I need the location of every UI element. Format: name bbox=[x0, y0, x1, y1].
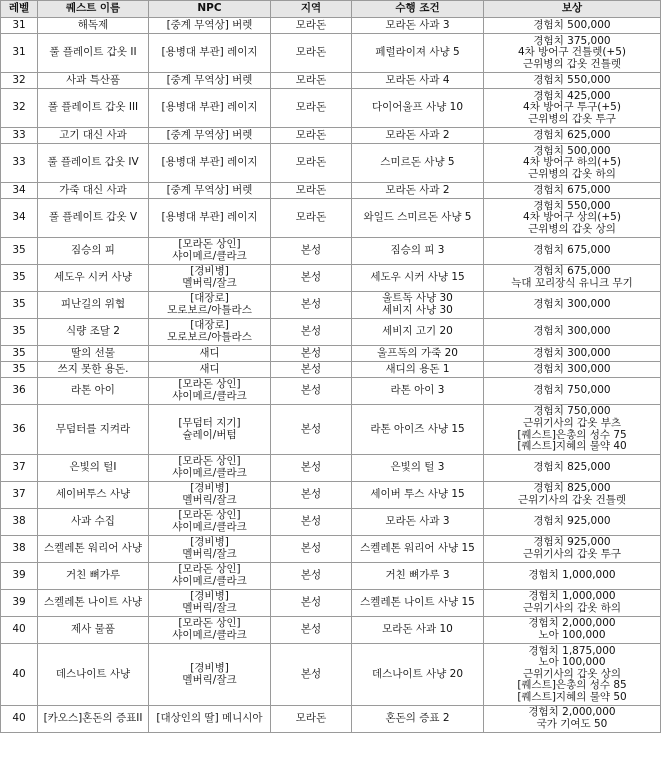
cell-reward-line: 경험치 300,000 bbox=[533, 346, 611, 359]
cell-npc-line: 슐레이/버텀 bbox=[182, 428, 237, 441]
cell-region: 본성 bbox=[271, 405, 352, 455]
cell-npc bbox=[149, 644, 271, 706]
cell-npc-line: [모라돈 상인] bbox=[178, 563, 241, 576]
cell-reward bbox=[484, 34, 661, 73]
cell-reward-line: 경험치 300,000 bbox=[533, 325, 611, 338]
cell-condition bbox=[352, 89, 484, 128]
cell-reward-line: 경험치 675,000 bbox=[533, 183, 611, 196]
cell-level: 37 bbox=[1, 455, 38, 482]
cell-quest-name: 무덤터를 지켜라 bbox=[38, 405, 149, 455]
table-row bbox=[1, 18, 661, 34]
cell-region: 본성 bbox=[271, 644, 352, 706]
cell-reward bbox=[484, 362, 661, 378]
cell-region: 모라돈 bbox=[271, 73, 352, 89]
cell-condition bbox=[352, 183, 484, 199]
cell-condition-line: 데스나이트 사냥 20 bbox=[371, 667, 464, 680]
cell-condition-line: 라톤 아이 3 bbox=[390, 384, 445, 397]
cell-npc bbox=[149, 89, 271, 128]
cell-npc-line: [경비병] bbox=[190, 536, 229, 549]
cell-reward bbox=[484, 89, 661, 128]
cell-level: 39 bbox=[1, 590, 38, 617]
cell-reward-line: 경험치 300,000 bbox=[533, 362, 611, 375]
cell-level: 38 bbox=[1, 536, 38, 563]
cell-reward-line: 근위기사의 갑옷 건틀렛 bbox=[517, 494, 627, 506]
cell-region: 모라돈 bbox=[271, 128, 352, 144]
cell-reward-line: 경험치 1,875,000 bbox=[528, 644, 616, 657]
cell-npc bbox=[149, 73, 271, 89]
cell-region: 모라돈 bbox=[271, 18, 352, 34]
cell-quest-name: 쓰지 못한 용돈. bbox=[38, 362, 149, 378]
cell-reward-line: 경험치 625,000 bbox=[533, 128, 611, 141]
cell-npc-line: [중계 무역상] 버렛 bbox=[166, 128, 253, 141]
cell-condition bbox=[352, 34, 484, 73]
cell-condition bbox=[352, 18, 484, 34]
cell-region: 본성 bbox=[271, 265, 352, 292]
cell-reward-line: 경험치 2,000,000 bbox=[528, 706, 616, 719]
cell-condition-line: 와일드 스미르돈 사냥 5 bbox=[363, 211, 472, 224]
cell-reward-line: [퀘스트]은총의 성수 85 bbox=[517, 679, 627, 692]
cell-region: 본성 bbox=[271, 482, 352, 509]
cell-quest-name: 풀 플레이트 갑옷 III bbox=[38, 89, 149, 128]
table-row bbox=[1, 482, 661, 509]
cell-reward-line: 경험치 375,000 bbox=[533, 34, 611, 47]
cell-quest-name: 은빛의 털I bbox=[38, 455, 149, 482]
cell-condition bbox=[352, 706, 484, 733]
cell-condition bbox=[352, 644, 484, 706]
cell-npc bbox=[149, 362, 271, 378]
cell-reward-line: 근위병의 갑옷 건틀렛 bbox=[523, 57, 621, 70]
cell-reward bbox=[484, 292, 661, 319]
cell-quest-name: 풀 플레이트 갑옷 V bbox=[38, 199, 149, 238]
cell-quest-name: 해독제 bbox=[38, 18, 149, 34]
cell-npc bbox=[149, 34, 271, 73]
table-row bbox=[1, 590, 661, 617]
cell-region: 본성 bbox=[271, 319, 352, 346]
cell-condition-line: 울프독의 가죽 20 bbox=[377, 346, 458, 359]
cell-npc-line: 멜버릭/잘크 bbox=[182, 277, 237, 289]
cell-npc bbox=[149, 346, 271, 362]
cell-region: 모라돈 bbox=[271, 199, 352, 238]
cell-npc-line: 새디 bbox=[199, 362, 220, 375]
cell-npc bbox=[149, 536, 271, 563]
cell-reward bbox=[484, 536, 661, 563]
cell-npc-line: 샤이메르/클라크 bbox=[172, 575, 247, 587]
cell-quest-name: 사과 수집 bbox=[38, 509, 149, 536]
cell-condition bbox=[352, 617, 484, 644]
cell-quest-name: 고기 대신 사과 bbox=[38, 128, 149, 144]
cell-npc-line: 모로보르/아틀라스 bbox=[167, 304, 252, 316]
cell-level: 38 bbox=[1, 509, 38, 536]
cell-quest-name: 가죽 대신 사과 bbox=[38, 183, 149, 199]
cell-reward-line: 4차 방어구 하의(+5) bbox=[523, 156, 621, 169]
cell-condition-line: 세비지 고기 20 bbox=[382, 325, 453, 338]
cell-condition-line: 새디의 용돈 1 bbox=[385, 362, 450, 375]
cell-reward-line: 근위기사의 갑옷 부츠 bbox=[523, 416, 621, 429]
cell-npc bbox=[149, 238, 271, 265]
cell-reward-line: [퀘스트]은총의 성수 75 bbox=[517, 428, 627, 441]
cell-quest-name: 짐승의 피 bbox=[38, 238, 149, 265]
table-row bbox=[1, 405, 661, 455]
cell-reward-line: 노아 100,000 bbox=[538, 656, 606, 669]
cell-npc-line: [경비병] bbox=[190, 661, 229, 674]
quest-table-body bbox=[1, 18, 661, 733]
cell-npc-line: [모라돈 상인] bbox=[178, 378, 241, 391]
cell-npc bbox=[149, 617, 271, 644]
table-row bbox=[1, 563, 661, 590]
header-condition: 수행 조건 bbox=[352, 1, 484, 18]
cell-reward-line: 경험치 750,000 bbox=[533, 384, 611, 397]
cell-condition bbox=[352, 346, 484, 362]
cell-condition-line: 스켈레톤 워리어 사냥 15 bbox=[360, 542, 475, 555]
cell-condition bbox=[352, 73, 484, 89]
cell-reward bbox=[484, 455, 661, 482]
cell-condition-line: 모라돈 사과 4 bbox=[385, 73, 450, 86]
cell-reward-line: [퀘스트]지혜의 물약 50 bbox=[517, 690, 627, 703]
cell-npc-line: [중계 무역상] 버렛 bbox=[166, 73, 253, 86]
cell-reward bbox=[484, 238, 661, 265]
cell-quest-name: 풀 플레이트 갑옷 II bbox=[38, 34, 149, 73]
table-row bbox=[1, 455, 661, 482]
cell-npc-line: 샤이메르/클라크 bbox=[172, 629, 247, 641]
cell-reward-line: 경험치 1,000,000 bbox=[528, 590, 616, 603]
cell-npc-line: 샤이메르/클라크 bbox=[172, 250, 247, 262]
cell-npc bbox=[149, 199, 271, 238]
table-row bbox=[1, 73, 661, 89]
cell-reward-line: 4차 방어구 투구(+5) bbox=[523, 101, 621, 114]
cell-reward-line: 경험치 500,000 bbox=[533, 144, 611, 157]
cell-reward bbox=[484, 199, 661, 238]
cell-npc-line: [경비병] bbox=[190, 482, 229, 495]
table-row bbox=[1, 536, 661, 563]
cell-npc bbox=[149, 128, 271, 144]
table-row bbox=[1, 509, 661, 536]
cell-condition bbox=[352, 144, 484, 183]
cell-npc-line: [무덤터 지기] bbox=[178, 416, 241, 429]
cell-level: 31 bbox=[1, 18, 38, 34]
cell-quest-name: 세이버투스 사냥 bbox=[38, 482, 149, 509]
cell-npc bbox=[149, 18, 271, 34]
cell-region: 모라돈 bbox=[271, 706, 352, 733]
cell-reward bbox=[484, 617, 661, 644]
table-row bbox=[1, 362, 661, 378]
cell-reward bbox=[484, 346, 661, 362]
cell-region: 본성 bbox=[271, 378, 352, 405]
table-row bbox=[1, 378, 661, 405]
cell-reward bbox=[484, 144, 661, 183]
cell-reward-line: 경험치 750,000 bbox=[533, 405, 611, 418]
cell-level: 36 bbox=[1, 378, 38, 405]
cell-level: 33 bbox=[1, 144, 38, 183]
cell-npc bbox=[149, 706, 271, 733]
cell-npc-line: [용병대 부관] 레이지 bbox=[161, 101, 258, 114]
cell-npc bbox=[149, 144, 271, 183]
cell-npc-line: [경비병] bbox=[190, 265, 229, 278]
cell-condition-line: 스미르돈 사냥 5 bbox=[380, 156, 455, 169]
cell-reward-line: 경험치 675,000 bbox=[533, 244, 611, 257]
cell-reward bbox=[484, 706, 661, 733]
cell-reward bbox=[484, 644, 661, 706]
cell-level: 36 bbox=[1, 405, 38, 455]
header-quest-name: 퀘스트 이름 bbox=[38, 1, 149, 18]
table-row bbox=[1, 706, 661, 733]
cell-condition bbox=[352, 378, 484, 405]
cell-quest-name: 데스나이트 사냥 bbox=[38, 644, 149, 706]
cell-reward-line: 경험치 550,000 bbox=[533, 199, 611, 212]
cell-reward-line: 경험치 300,000 bbox=[533, 298, 611, 311]
cell-level: 34 bbox=[1, 199, 38, 238]
header-row bbox=[1, 1, 661, 18]
table-row bbox=[1, 617, 661, 644]
cell-reward bbox=[484, 378, 661, 405]
cell-condition-line: 모라돈 사과 3 bbox=[385, 515, 450, 528]
cell-level: 32 bbox=[1, 73, 38, 89]
cell-reward bbox=[484, 265, 661, 292]
cell-level: 32 bbox=[1, 89, 38, 128]
cell-npc-line: [모라돈 상인] bbox=[178, 455, 241, 468]
cell-npc-line: [중계 무역상] 버렛 bbox=[166, 18, 253, 31]
cell-quest-name: 딸의 선물 bbox=[38, 346, 149, 362]
cell-quest-name: 제사 물품 bbox=[38, 617, 149, 644]
cell-condition-line: 스켈레톤 나이트 사냥 15 bbox=[360, 596, 475, 609]
table-row bbox=[1, 265, 661, 292]
cell-npc-line: [경비병] bbox=[190, 590, 229, 603]
cell-condition-line: 모라돈 사과 2 bbox=[385, 128, 450, 141]
cell-quest-name: 사과 특산품 bbox=[38, 73, 149, 89]
cell-npc bbox=[149, 183, 271, 199]
cell-reward-line: 근위병의 갑옷 투구 bbox=[528, 112, 616, 125]
cell-reward bbox=[484, 590, 661, 617]
cell-reward bbox=[484, 128, 661, 144]
cell-condition bbox=[352, 265, 484, 292]
table-row bbox=[1, 292, 661, 319]
cell-reward-line: 경험치 825,000 bbox=[533, 461, 611, 474]
header-reward: 보상 bbox=[484, 1, 661, 18]
cell-reward-line: 경험치 825,000 bbox=[533, 482, 611, 495]
cell-condition-line: 모라돈 사과 10 bbox=[382, 623, 453, 636]
cell-level: 35 bbox=[1, 319, 38, 346]
cell-reward-line: 노아 100,000 bbox=[538, 629, 606, 641]
cell-condition bbox=[352, 563, 484, 590]
table-row bbox=[1, 128, 661, 144]
cell-condition bbox=[352, 238, 484, 265]
cell-npc bbox=[149, 319, 271, 346]
cell-condition-line: 세이버 투스 사냥 15 bbox=[370, 488, 465, 501]
cell-npc-line: [대상인의 딸] 메니시아 bbox=[156, 712, 263, 725]
table-row bbox=[1, 89, 661, 128]
cell-level: 35 bbox=[1, 265, 38, 292]
cell-reward bbox=[484, 509, 661, 536]
cell-condition bbox=[352, 199, 484, 238]
cell-condition-line: 세도우 시커 사냥 15 bbox=[370, 271, 465, 284]
cell-npc bbox=[149, 405, 271, 455]
cell-npc-line: [모라돈 상인] bbox=[178, 509, 241, 522]
cell-npc-line: [모라돈 상인] bbox=[178, 617, 241, 630]
cell-region: 본성 bbox=[271, 536, 352, 563]
cell-level: 33 bbox=[1, 128, 38, 144]
table-row bbox=[1, 144, 661, 183]
cell-region: 본성 bbox=[271, 455, 352, 482]
cell-reward-line: 근위병의 갑옷 상의 bbox=[528, 222, 616, 235]
cell-condition bbox=[352, 362, 484, 378]
cell-reward-line: 근위기사의 갑옷 상의 bbox=[523, 667, 621, 680]
cell-quest-name: 피난길의 위협 bbox=[38, 292, 149, 319]
cell-reward-line: 늑대 꼬리장식 유니크 무기 bbox=[511, 277, 633, 289]
cell-region: 본성 bbox=[271, 362, 352, 378]
cell-reward-line: 경험치 500,000 bbox=[533, 18, 611, 31]
cell-condition bbox=[352, 292, 484, 319]
cell-condition-line: 모라돈 사과 3 bbox=[385, 18, 450, 31]
cell-region: 본성 bbox=[271, 238, 352, 265]
cell-reward bbox=[484, 183, 661, 199]
cell-level: 31 bbox=[1, 34, 38, 73]
cell-reward bbox=[484, 482, 661, 509]
cell-reward bbox=[484, 563, 661, 590]
header-npc: NPC bbox=[149, 1, 271, 18]
cell-npc-line: [용병대 부관] 레이지 bbox=[161, 46, 258, 59]
cell-reward-line: 경험치 675,000 bbox=[533, 265, 611, 278]
cell-quest-name: 거친 뼈가루 bbox=[38, 563, 149, 590]
cell-reward-line: 근위기사의 갑옷 투구 bbox=[523, 548, 621, 560]
cell-level: 40 bbox=[1, 706, 38, 733]
cell-level: 40 bbox=[1, 644, 38, 706]
cell-npc-line: 멜버릭/잘크 bbox=[182, 602, 237, 614]
table-row bbox=[1, 238, 661, 265]
cell-region: 본성 bbox=[271, 617, 352, 644]
cell-level: 37 bbox=[1, 482, 38, 509]
cell-reward bbox=[484, 405, 661, 455]
cell-npc-line: [대장로] bbox=[190, 292, 229, 305]
cell-level: 39 bbox=[1, 563, 38, 590]
cell-condition-line: 울트독 사냥 30 bbox=[382, 292, 453, 305]
cell-reward-line: 경험치 425,000 bbox=[533, 89, 611, 102]
cell-quest-name: 라톤 아이 bbox=[38, 378, 149, 405]
cell-condition-line: 세비지 사냥 30 bbox=[382, 304, 453, 316]
cell-reward-line: 근위병의 갑옷 하의 bbox=[528, 167, 616, 180]
cell-npc bbox=[149, 378, 271, 405]
cell-npc-line: 샤이메르/클라크 bbox=[172, 521, 247, 533]
cell-quest-name: 식량 조달 2 bbox=[38, 319, 149, 346]
table-row bbox=[1, 34, 661, 73]
cell-reward-line: 경험치 925,000 bbox=[533, 536, 611, 549]
cell-reward-line: 4차 방어구 상의(+5) bbox=[523, 211, 621, 224]
cell-condition-line: 은빛의 털 3 bbox=[390, 461, 445, 474]
cell-quest-name: 풀 플레이트 갑옷 IV bbox=[38, 144, 149, 183]
cell-condition bbox=[352, 405, 484, 455]
cell-level: 34 bbox=[1, 183, 38, 199]
cell-region: 모라돈 bbox=[271, 183, 352, 199]
cell-quest-name: 스켈레톤 나이트 사냥 bbox=[38, 590, 149, 617]
cell-region: 모라돈 bbox=[271, 144, 352, 183]
cell-npc-line: [중계 무역상] 버렛 bbox=[166, 183, 253, 196]
cell-reward-line: 4차 방어구 건틀렛(+5) bbox=[517, 46, 627, 59]
cell-npc-line: 새디 bbox=[199, 346, 220, 359]
cell-npc bbox=[149, 482, 271, 509]
cell-condition bbox=[352, 482, 484, 509]
cell-region: 본성 bbox=[271, 292, 352, 319]
cell-region: 모라돈 bbox=[271, 89, 352, 128]
cell-npc-line: 멜버릭/잘크 bbox=[182, 494, 237, 506]
cell-condition-line: 페럴라이져 사냥 5 bbox=[375, 46, 460, 59]
cell-level: 35 bbox=[1, 362, 38, 378]
cell-reward-line: 경험치 2,000,000 bbox=[528, 617, 616, 630]
cell-condition-line: 모라돈 사과 2 bbox=[385, 183, 450, 196]
cell-condition bbox=[352, 455, 484, 482]
cell-reward bbox=[484, 319, 661, 346]
cell-npc bbox=[149, 509, 271, 536]
cell-condition-line: 혼돈의 증표 2 bbox=[385, 712, 450, 725]
table-row bbox=[1, 346, 661, 362]
cell-reward-line: 경험치 925,000 bbox=[533, 515, 611, 528]
cell-condition bbox=[352, 319, 484, 346]
cell-quest-name: 스켈레톤 워리어 사냥 bbox=[38, 536, 149, 563]
cell-reward bbox=[484, 18, 661, 34]
cell-region: 모라돈 bbox=[271, 34, 352, 73]
cell-reward-line: 국가 기여도 50 bbox=[536, 718, 608, 730]
cell-quest-name: 세도우 시커 사냥 bbox=[38, 265, 149, 292]
cell-condition-line: 다이어울프 사냥 10 bbox=[371, 101, 464, 114]
table-row bbox=[1, 199, 661, 238]
cell-level: 40 bbox=[1, 617, 38, 644]
cell-condition bbox=[352, 509, 484, 536]
cell-npc-line: 샤이메르/클라크 bbox=[172, 390, 247, 402]
cell-region: 본성 bbox=[271, 509, 352, 536]
cell-npc-line: [용병대 부관] 레이지 bbox=[161, 156, 258, 169]
cell-condition bbox=[352, 536, 484, 563]
cell-condition bbox=[352, 128, 484, 144]
cell-npc-line: 멜버릭/잘크 bbox=[182, 548, 237, 560]
cell-npc bbox=[149, 590, 271, 617]
header-region: 지역 bbox=[271, 1, 352, 18]
cell-npc-line: 모로보르/아틀라스 bbox=[167, 331, 252, 343]
cell-region: 본성 bbox=[271, 563, 352, 590]
cell-level: 35 bbox=[1, 292, 38, 319]
cell-condition-line: 라톤 아이즈 사냥 15 bbox=[370, 422, 465, 435]
cell-condition-line: 짐승의 피 3 bbox=[390, 244, 445, 257]
cell-npc-line: [용병대 부관] 레이지 bbox=[161, 211, 258, 224]
table-row bbox=[1, 644, 661, 706]
cell-level: 35 bbox=[1, 346, 38, 362]
cell-npc-line: [대장로] bbox=[190, 319, 229, 332]
cell-npc bbox=[149, 265, 271, 292]
cell-npc bbox=[149, 563, 271, 590]
cell-npc bbox=[149, 455, 271, 482]
cell-region: 본성 bbox=[271, 346, 352, 362]
cell-npc-line: [모라돈 상인] bbox=[178, 238, 241, 251]
cell-quest-name: [카오스]혼돈의 증표II bbox=[38, 706, 149, 733]
cell-reward-line: [퀘스트]지혜의 물약 40 bbox=[517, 440, 627, 453]
header-level: 레벨 bbox=[1, 1, 38, 18]
table-row bbox=[1, 183, 661, 199]
cell-region: 본성 bbox=[271, 590, 352, 617]
cell-condition bbox=[352, 590, 484, 617]
cell-reward-line: 근위기사의 갑옷 하의 bbox=[523, 602, 621, 614]
cell-npc bbox=[149, 292, 271, 319]
cell-npc-line: 샤이메르/클라크 bbox=[172, 467, 247, 479]
cell-reward-line: 경험치 550,000 bbox=[533, 73, 611, 86]
cell-reward-line: 경험치 1,000,000 bbox=[528, 569, 616, 582]
cell-condition-line: 거친 뼈가루 3 bbox=[385, 569, 450, 582]
cell-npc-line: 멜버릭/잘크 bbox=[182, 673, 237, 686]
cell-level: 35 bbox=[1, 238, 38, 265]
table-row bbox=[1, 319, 661, 346]
cell-reward bbox=[484, 73, 661, 89]
